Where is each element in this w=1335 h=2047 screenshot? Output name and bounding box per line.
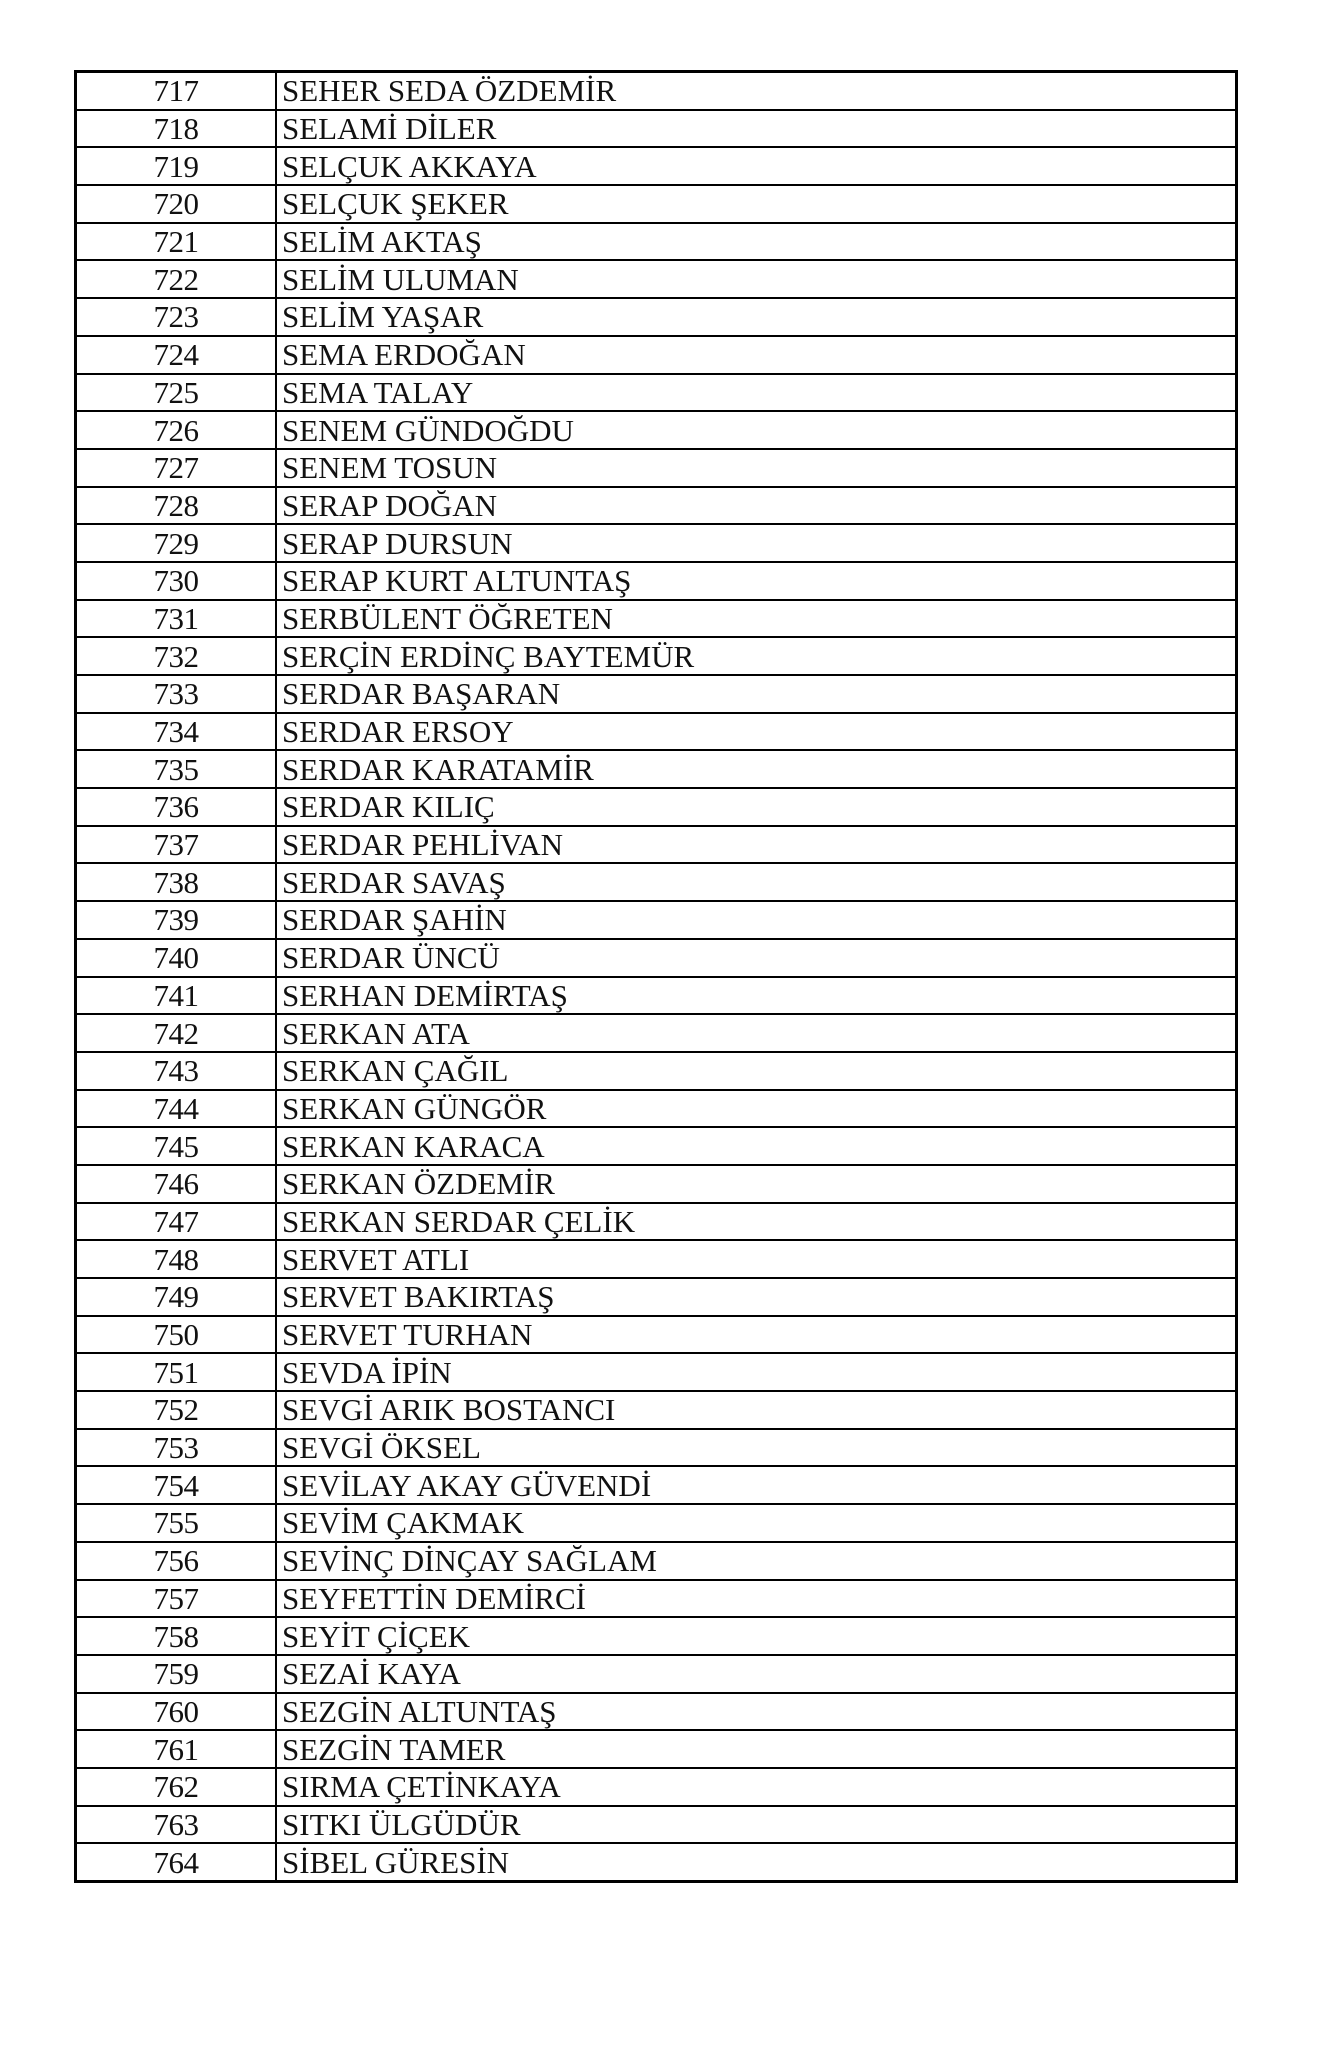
row-number: 749 [76, 1278, 277, 1316]
row-number: 736 [76, 788, 277, 826]
table-row [76, 72, 1237, 110]
table-row [76, 1278, 1237, 1316]
row-number: 746 [76, 1165, 277, 1203]
table-row [76, 1504, 1237, 1542]
row-number: 757 [76, 1580, 277, 1618]
person-name: SEZAİ KAYA [276, 1655, 1237, 1693]
row-number: 759 [76, 1655, 277, 1693]
person-name: SERHAN DEMİRTAŞ [276, 977, 1237, 1015]
person-name: SERDAR ERSOY [276, 713, 1237, 751]
row-number: 748 [76, 1240, 277, 1278]
row-number: 742 [76, 1014, 277, 1052]
person-name: SERDAR PEHLİVAN [276, 826, 1237, 864]
person-name: SEMA ERDOĞAN [276, 336, 1237, 374]
person-name: SEVGİ ÖKSEL [276, 1429, 1237, 1467]
row-number: 737 [76, 826, 277, 864]
table-row [76, 1429, 1237, 1467]
person-name: SITKI ÜLGÜDÜR [276, 1806, 1237, 1844]
row-number: 723 [76, 298, 277, 336]
table-row [76, 750, 1237, 788]
row-number: 763 [76, 1806, 277, 1844]
row-number: 761 [76, 1730, 277, 1768]
table-row [76, 1768, 1237, 1806]
table-row [76, 260, 1237, 298]
table-row [76, 1165, 1237, 1203]
table-row [76, 487, 1237, 525]
row-number: 717 [76, 72, 277, 110]
person-name: SERKAN GÜNGÖR [276, 1090, 1237, 1128]
person-name: SERDAR KARATAMİR [276, 750, 1237, 788]
table-row [76, 1353, 1237, 1391]
person-name: SERDAR KILIÇ [276, 788, 1237, 826]
person-name: SERVET BAKIRTAŞ [276, 1278, 1237, 1316]
person-name: SERAP DOĞAN [276, 487, 1237, 525]
row-number: 755 [76, 1504, 277, 1542]
row-number: 730 [76, 562, 277, 600]
table-row [76, 223, 1237, 261]
row-number: 750 [76, 1316, 277, 1354]
table-row [76, 977, 1237, 1015]
table-row [76, 713, 1237, 751]
row-number: 719 [76, 147, 277, 185]
person-name: SERDAR ÜNCÜ [276, 939, 1237, 977]
table-row [76, 1466, 1237, 1504]
row-number: 756 [76, 1542, 277, 1580]
row-number: 718 [76, 110, 277, 148]
person-name: SERÇİN ERDİNÇ BAYTEMÜR [276, 637, 1237, 675]
table-row [76, 939, 1237, 977]
person-name: SERKAN ATA [276, 1014, 1237, 1052]
row-number: 741 [76, 977, 277, 1015]
table-row [76, 1655, 1237, 1693]
row-number: 740 [76, 939, 277, 977]
row-number: 739 [76, 901, 277, 939]
row-number: 753 [76, 1429, 277, 1467]
person-name: SELÇUK ŞEKER [276, 185, 1237, 223]
table-row [76, 1127, 1237, 1165]
person-name: SERKAN ÇAĞIL [276, 1052, 1237, 1090]
row-number: 733 [76, 675, 277, 713]
table-row [76, 411, 1237, 449]
row-number: 729 [76, 524, 277, 562]
table-row [76, 637, 1237, 675]
table-row [76, 449, 1237, 487]
table-row [76, 1730, 1237, 1768]
row-number: 745 [76, 1127, 277, 1165]
person-name: SELİM AKTAŞ [276, 223, 1237, 261]
person-name: SEYİT ÇİÇEK [276, 1617, 1237, 1655]
person-name: SERKAN SERDAR ÇELİK [276, 1203, 1237, 1241]
table-row [76, 336, 1237, 374]
table-row [76, 1391, 1237, 1429]
person-name: SERKAN KARACA [276, 1127, 1237, 1165]
table-row [76, 298, 1237, 336]
table-row [76, 1240, 1237, 1278]
table-row [76, 901, 1237, 939]
name-list-table [74, 70, 1238, 1883]
row-number: 721 [76, 223, 277, 261]
table-row [76, 788, 1237, 826]
row-number: 743 [76, 1052, 277, 1090]
table-row [76, 1052, 1237, 1090]
row-number: 731 [76, 600, 277, 638]
person-name: SENEM GÜNDOĞDU [276, 411, 1237, 449]
row-number: 722 [76, 260, 277, 298]
row-number: 744 [76, 1090, 277, 1128]
person-name: SENEM TOSUN [276, 449, 1237, 487]
table-row [76, 1580, 1237, 1618]
row-number: 727 [76, 449, 277, 487]
table-row [76, 826, 1237, 864]
row-number: 762 [76, 1768, 277, 1806]
person-name: SERDAR BAŞARAN [276, 675, 1237, 713]
person-name: SERKAN ÖZDEMİR [276, 1165, 1237, 1203]
row-number: 747 [76, 1203, 277, 1241]
table-row [76, 1617, 1237, 1655]
row-number: 732 [76, 637, 277, 675]
table-row [76, 1014, 1237, 1052]
table-row [76, 675, 1237, 713]
person-name: SERVET TURHAN [276, 1316, 1237, 1354]
row-number: 758 [76, 1617, 277, 1655]
table-row [76, 600, 1237, 638]
person-name: SEHER SEDA ÖZDEMİR [276, 72, 1237, 110]
person-name: SEMA TALAY [276, 374, 1237, 412]
person-name: SEZGİN TAMER [276, 1730, 1237, 1768]
name-list-body [76, 72, 1237, 1882]
table-row [76, 1693, 1237, 1731]
table-row [76, 1203, 1237, 1241]
person-name: SERDAR SAVAŞ [276, 863, 1237, 901]
person-name: SEYFETTİN DEMİRCİ [276, 1580, 1237, 1618]
row-number: 738 [76, 863, 277, 901]
row-number: 720 [76, 185, 277, 223]
person-name: SELAMİ DİLER [276, 110, 1237, 148]
person-name: SIRMA ÇETİNKAYA [276, 1768, 1237, 1806]
row-number: 752 [76, 1391, 277, 1429]
row-number: 760 [76, 1693, 277, 1731]
row-number: 725 [76, 374, 277, 412]
person-name: SELİM ULUMAN [276, 260, 1237, 298]
table-row [76, 863, 1237, 901]
table-row [76, 110, 1237, 148]
person-name: SERAP KURT ALTUNTAŞ [276, 562, 1237, 600]
person-name: SEVİNÇ DİNÇAY SAĞLAM [276, 1542, 1237, 1580]
table-row [76, 185, 1237, 223]
row-number: 728 [76, 487, 277, 525]
table-row [76, 1316, 1237, 1354]
table-row [76, 374, 1237, 412]
person-name: SEZGİN ALTUNTAŞ [276, 1693, 1237, 1731]
person-name: SERDAR ŞAHİN [276, 901, 1237, 939]
table-row [76, 1090, 1237, 1128]
table-row [76, 1843, 1237, 1881]
person-name: SELİM YAŞAR [276, 298, 1237, 336]
table-row [76, 562, 1237, 600]
row-number: 764 [76, 1843, 277, 1881]
row-number: 751 [76, 1353, 277, 1391]
row-number: 754 [76, 1466, 277, 1504]
person-name: SELÇUK AKKAYA [276, 147, 1237, 185]
person-name: SERAP DURSUN [276, 524, 1237, 562]
row-number: 726 [76, 411, 277, 449]
table-row [76, 147, 1237, 185]
row-number: 735 [76, 750, 277, 788]
row-number: 724 [76, 336, 277, 374]
table-row [76, 1542, 1237, 1580]
person-name: SEVDA İPİN [276, 1353, 1237, 1391]
table-row [76, 524, 1237, 562]
row-number: 734 [76, 713, 277, 751]
person-name: SİBEL GÜRESİN [276, 1843, 1237, 1881]
person-name: SEVİLAY AKAY GÜVENDİ [276, 1466, 1237, 1504]
person-name: SEVGİ ARIK BOSTANCI [276, 1391, 1237, 1429]
person-name: SERBÜLENT ÖĞRETEN [276, 600, 1237, 638]
person-name: SEVİM ÇAKMAK [276, 1504, 1237, 1542]
person-name: SERVET ATLI [276, 1240, 1237, 1278]
table-row [76, 1806, 1237, 1844]
